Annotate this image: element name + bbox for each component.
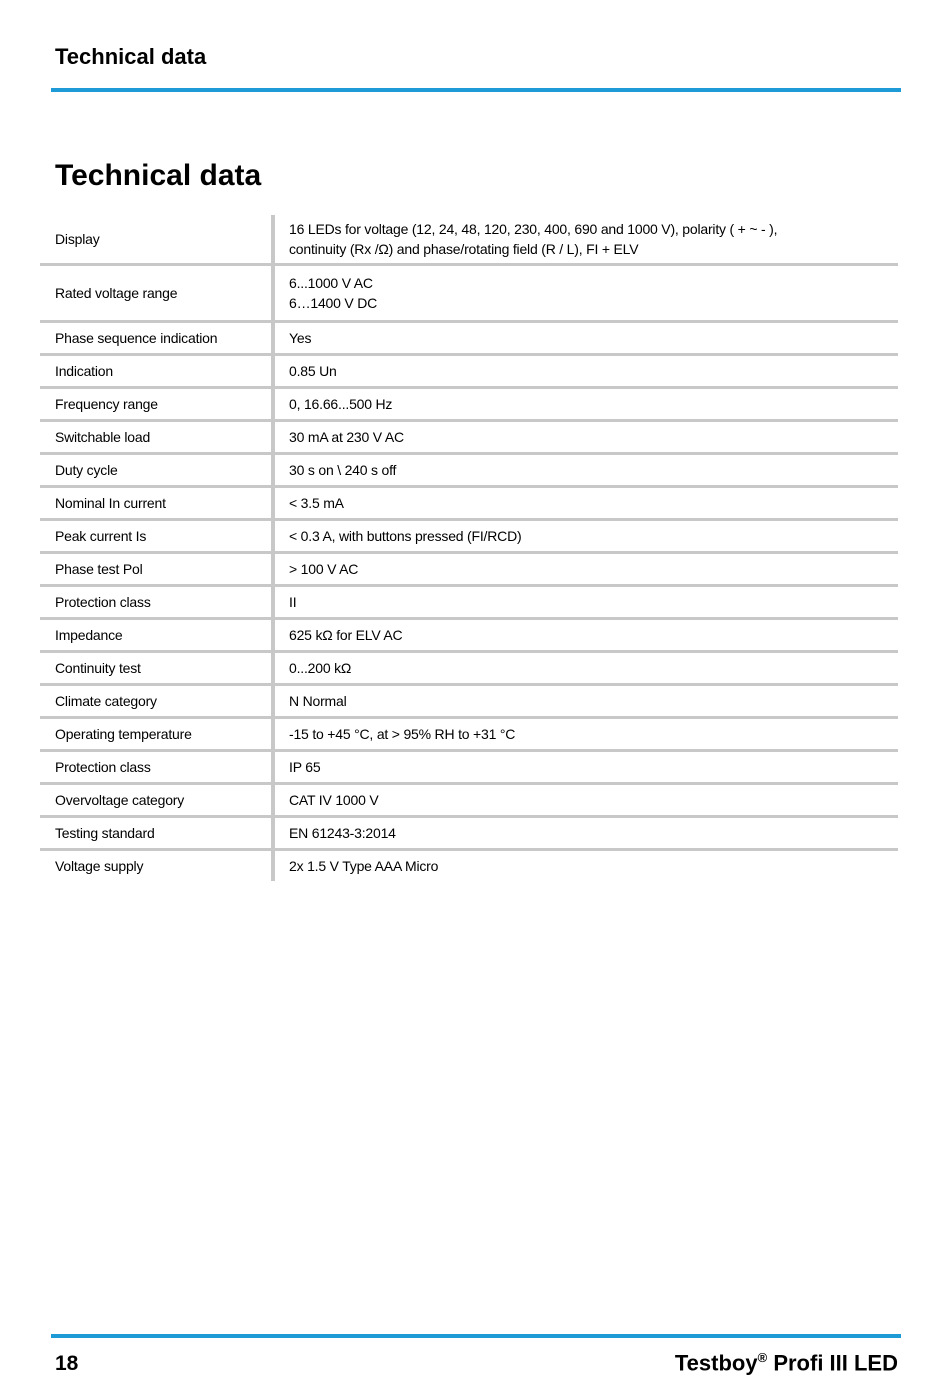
section-title: Technical data xyxy=(55,159,262,192)
spec-label: Switchable load xyxy=(40,421,273,454)
spec-value-line: EN 61243-3:2014 xyxy=(289,825,396,841)
spec-label: Rated voltage range xyxy=(40,265,273,322)
spec-label: Phase sequence indication xyxy=(40,322,273,355)
spec-label: Display xyxy=(40,215,273,265)
spec-value xyxy=(273,718,898,751)
spec-value xyxy=(273,784,898,817)
spec-value-line: 6…1400 V DC xyxy=(289,295,378,311)
spec-label: Duty cycle xyxy=(40,454,273,487)
page-number: 18 xyxy=(55,1352,79,1375)
spec-label: Impedance xyxy=(40,619,273,652)
spec-label: Continuity test xyxy=(40,652,273,685)
spec-value-line: Yes xyxy=(289,330,312,346)
spec-value-line: 6...1000 V AC xyxy=(289,275,373,291)
registered-mark: ® xyxy=(757,1350,768,1365)
spec-row xyxy=(40,685,898,718)
spec-row xyxy=(40,487,898,520)
spec-value xyxy=(273,553,898,586)
spec-row xyxy=(40,718,898,751)
spec-row xyxy=(40,817,898,850)
spec-value xyxy=(273,215,898,265)
spec-value xyxy=(273,322,898,355)
spec-value-line: 0, 16.66...500 Hz xyxy=(289,396,393,412)
spec-label: Operating temperature xyxy=(40,718,273,751)
page-header-title: Technical data xyxy=(55,44,207,69)
spec-row xyxy=(40,454,898,487)
spec-row xyxy=(40,553,898,586)
spec-value-line: 0...200 kΩ xyxy=(289,660,352,676)
spec-row xyxy=(40,355,898,388)
spec-value xyxy=(273,850,898,882)
spec-label: Phase test Pol xyxy=(40,553,273,586)
spec-value-line: N Normal xyxy=(289,693,347,709)
spec-row xyxy=(40,751,898,784)
spec-value-line: > 100 V AC xyxy=(289,561,359,577)
spec-row xyxy=(40,850,898,882)
spec-row xyxy=(40,619,898,652)
spec-label: Nominal In current xyxy=(40,487,273,520)
spec-value xyxy=(273,586,898,619)
spec-label: Overvoltage category xyxy=(40,784,273,817)
spec-row xyxy=(40,322,898,355)
spec-value xyxy=(273,685,898,718)
spec-value-line: 30 mA at 230 V AC xyxy=(289,429,404,445)
spec-value xyxy=(273,817,898,850)
brand-name: Testboy xyxy=(674,1350,758,1376)
spec-value xyxy=(273,652,898,685)
product-name: Profi III LED xyxy=(773,1350,898,1376)
spec-row xyxy=(40,265,898,322)
brand-line xyxy=(675,1350,898,1376)
spec-value-line: CAT IV 1000 V xyxy=(289,792,379,808)
spec-label: Voltage supply xyxy=(40,850,273,882)
spec-label: Peak current Is xyxy=(40,520,273,553)
header-rule xyxy=(51,88,901,92)
spec-value xyxy=(273,619,898,652)
spec-value-line: 0.85 Un xyxy=(289,363,337,379)
spec-value-line: 16 LEDs for voltage (12, 24, 48, 120, 230, 400, 690 and 1000 V), polarity ( + ~ - ), xyxy=(289,221,778,237)
spec-row xyxy=(40,520,898,553)
spec-row xyxy=(40,784,898,817)
footer-rule xyxy=(51,1334,901,1338)
spec-label: Protection class xyxy=(40,586,273,619)
spec-value-line: continuity (Rx /Ω) and phase/rotating field (R / L), FI + ELV xyxy=(289,241,639,257)
spec-label: Climate category xyxy=(40,685,273,718)
spec-row xyxy=(40,652,898,685)
spec-value-line: < 0.3 A, with buttons pressed (FI/RCD) xyxy=(289,528,522,544)
spec-value xyxy=(273,388,898,421)
spec-value xyxy=(273,421,898,454)
spec-row xyxy=(40,586,898,619)
spec-row xyxy=(40,388,898,421)
spec-value xyxy=(273,355,898,388)
spec-table xyxy=(40,215,898,881)
spec-value-line: IP 65 xyxy=(289,759,321,775)
spec-value-line: 625 kΩ for ELV AC xyxy=(289,627,403,643)
spec-value xyxy=(273,454,898,487)
spec-value xyxy=(273,265,898,322)
spec-value xyxy=(273,520,898,553)
spec-value xyxy=(273,487,898,520)
spec-row xyxy=(40,215,898,265)
spec-label: Indication xyxy=(40,355,273,388)
spec-row xyxy=(40,421,898,454)
spec-label: Testing standard xyxy=(40,817,273,850)
spec-label: Protection class xyxy=(40,751,273,784)
spec-label: Frequency range xyxy=(40,388,273,421)
spec-value-line: 2x 1.5 V Type AAA Micro xyxy=(289,858,439,874)
spec-value-line: 30 s on \ 240 s off xyxy=(289,462,397,478)
spec-value-line: -15 to +45 °C, at > 95% RH to +31 °C xyxy=(289,726,516,742)
spec-value xyxy=(273,751,898,784)
spec-value-line: II xyxy=(289,594,297,610)
spec-value-line: < 3.5 mA xyxy=(289,495,344,511)
